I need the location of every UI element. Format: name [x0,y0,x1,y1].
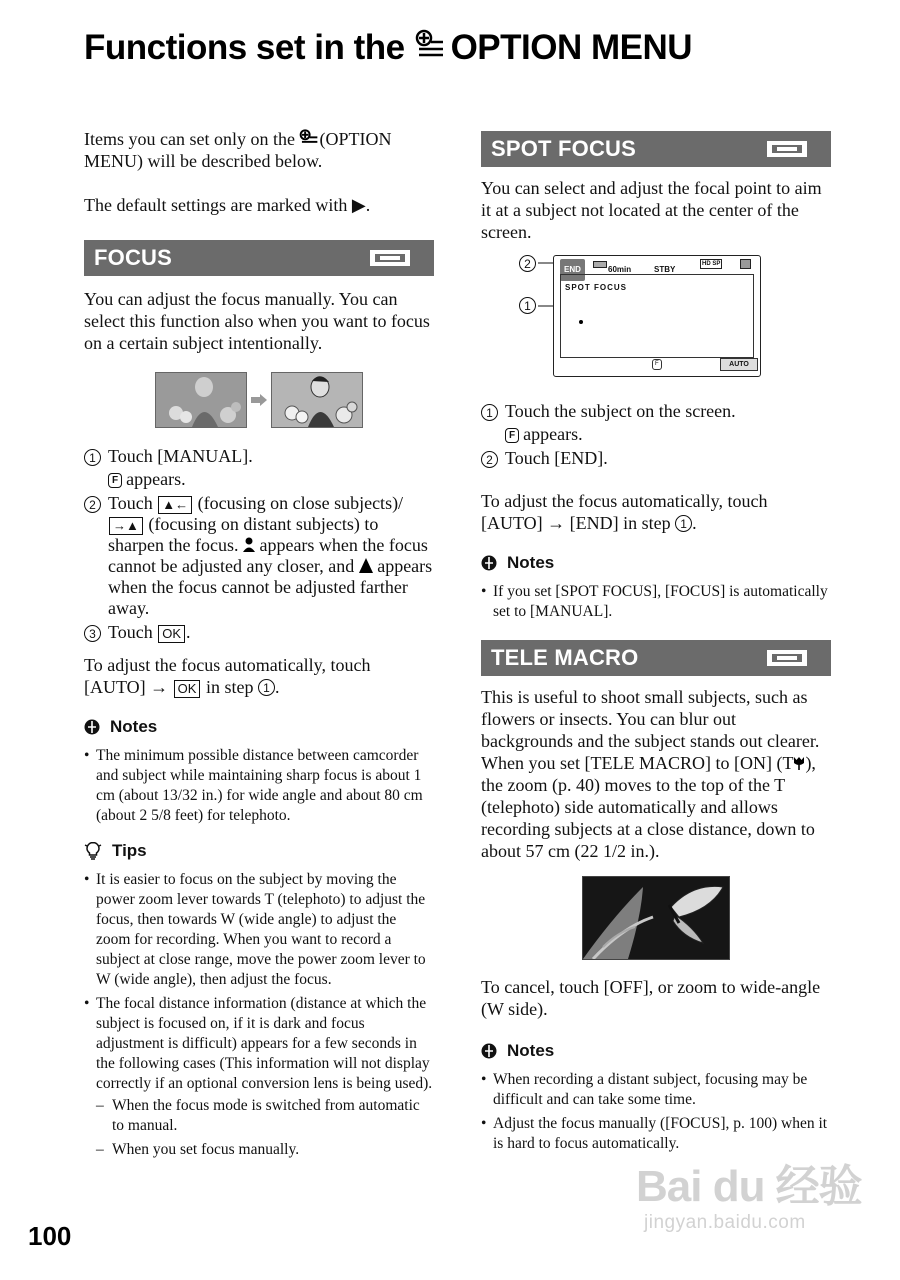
focus-steps [84,446,434,644]
option-menu-icon [299,129,319,147]
tips-heading: Tips [84,840,434,862]
watermark-url: jingyan.baidu.com [644,1212,806,1233]
tele-note-1: • When recording a distant subject, focusing may be difficult and can take some time. [481,1070,831,1110]
tele-macro-description-2: When you set [TELE MACRO] to [ON] (T ), the zoom (p. 40) moves to the top of the T (telephoto) side automatically and allows recording subjects at a close distance, down to about 57 cm (22 1/2 in.). [481,753,816,861]
manual-focus-icon: F [108,473,122,488]
spot-auto-text: To adjust the focus automatically, touch [AUTO] → [END] in step 1 . [481,491,768,533]
standby-status: STBY [654,265,676,274]
ok-button-icon: OK [174,680,201,698]
tele-macro-heading: TELE MACRO [491,645,639,670]
notes-icon [84,719,100,735]
callout-1: 1 [519,297,536,314]
spot-step-2: 2 Touch [END]. [481,448,831,470]
tele-macro-description: This is useful to shoot small subjects, such as flowers or insects. You can blur out backgrounds and the subject stands out clearer. [481,687,820,751]
auto-button[interactable]: AUTO [720,358,758,371]
tulip-icon [793,756,805,770]
step-ref-1: 1 [258,679,275,696]
title-option-menu: OPTION MENU [450,28,693,67]
tele-note-2: • Adjust the focus manually ([FOCUS], p. 100) when it is hard to focus automatically. [481,1114,831,1154]
spot-focus-steps [481,401,831,470]
spot-focus-screen-illustration [511,255,811,385]
step-number-3: 3 [84,625,101,642]
memory-icon [740,259,751,269]
focus-heading-bar [84,240,434,276]
tele-notes-heading: Notes [481,1040,831,1062]
focus-photo-row [84,372,434,428]
tip-2: • The focal distance information (distance at which the subject is focused on, if it is dark and focus adjustment is difficult) appears for a few seconds in the following cases (This information will not display correctly if an optional conversion lens is being used). – When the focus mode is switched from automatic to manual. – When you set focus manually. [84,994,434,1160]
spot-notes-heading: Notes [481,552,831,574]
person-icon [243,537,255,552]
notes-icon [481,1043,497,1059]
focus-step-2: 2 Touch ▲← (focusing on close subjects)/ →▲ (focusing on distant subjects) to sharpen the focus. appears when the focus cannot be adjusted any closer, and appears when the focus cannot be adjusted farther away. [84,493,434,619]
lightbulb-icon [84,842,102,860]
spot-focus-heading-bar [481,131,831,167]
quality-mode: HD SP [702,261,721,267]
tip-2-case-1: – When the focus mode is switched from automatic to manual. [96,1096,434,1136]
tele-notes-list [481,1070,831,1154]
lcd-status-bar [560,259,754,274]
lcd-view-area[interactable] [560,274,754,358]
tip-1: • It is easier to focus on the subject by moving the power zoom lever towards T (telephoto) to adjust the focus, then towards W (wide angle) to adjust the zoom for recording. When you want to record a subject at close range, move the power zoom lever to W (wide angle), then adjust the focus. [84,870,434,990]
focus-heading: FOCUS [94,245,172,270]
focus-notes-heading: Notes [84,716,434,738]
spot-focus-heading: SPOT FOCUS [491,136,637,161]
close-focus-icon: ▲← [158,496,192,514]
step-number-2: 2 [481,451,498,468]
camera-mode-icon [368,247,412,269]
title-text: Functions set in the [84,28,405,67]
focus-description: You can adjust the focus manually. You can select this function also when you want to focus on a certain subject intentionally. [84,289,430,353]
tip-2-case-2: – When you set focus manually. [96,1140,434,1160]
step-number-1: 1 [84,449,101,466]
watermark-logo-text: Bai du 经验 [636,1162,862,1211]
camera-mode-icon [765,647,809,669]
lcd-focus-icon: F [652,359,662,370]
camera-mode-icon [765,138,809,160]
lcd-spot-focus-title: SPOT FOCUS [565,283,628,292]
intro-items: Items you can set only on the (OPTION MENU) will be described below. [84,129,392,171]
spot-focus-description: You can select and adjust the focal point to aim it at a subject not located at the center of the screen. [481,178,822,242]
spot-step-1: 1 Touch the subject on the screen. F appears. [481,401,831,445]
battery-time: 60min [608,265,632,274]
focus-step-1: 1 Touch [MANUAL]. F appears. [84,446,434,490]
far-focus-icon: →▲ [109,517,143,535]
blurry-photo [155,372,247,428]
focus-note-1: • The minimum possible distance between camcorder and subject while maintaining sharp focus is about 1 cm (about 13/32 in.) for wide angle and about 80 cm (about 2 5/8 feet) for telephoto. [84,746,434,826]
right-column [481,131,831,1158]
notes-icon [481,555,497,571]
lcd-screen [553,255,761,377]
ok-button-icon: OK [158,625,185,643]
end-button[interactable]: END [560,259,585,281]
battery-icon [593,261,607,268]
tele-macro-heading-bar [481,640,831,676]
step-ref-1: 1 [675,515,692,532]
arrow-right-icon [251,394,267,406]
baidu-watermark [636,1162,886,1252]
tip-2-cases [96,1096,434,1160]
page-number: 100 [28,1221,72,1251]
spot-notes-list [481,582,831,622]
focus-notes-list [84,746,434,826]
left-column [84,128,434,1164]
callout-2: 2 [519,255,536,272]
option-menu-icon [415,28,445,68]
tele-macro-cancel: To cancel, touch [OFF], or zoom to wide-angle (W side). [481,977,821,1019]
butterfly-photo [582,876,730,960]
manual-focus-icon: F [505,428,519,443]
spot-note-1: • If you set [SPOT FOCUS], [FOCUS] is automatically set to [MANUAL]. [481,582,831,622]
focused-photo [271,372,363,428]
step-number-2: 2 [84,496,101,513]
mountain-icon [359,558,373,573]
step-number-1: 1 [481,404,498,421]
focus-auto-text: To adjust the focus automatically, touch [AUTO] → OK in step 1 . [84,655,371,697]
intro-default: The default settings are marked with ▶. [84,195,371,215]
tips-list [84,870,434,1160]
focus-step-3: 3 Touch OK . [84,622,434,644]
focus-point-dot [579,320,583,324]
page-title [84,28,692,68]
